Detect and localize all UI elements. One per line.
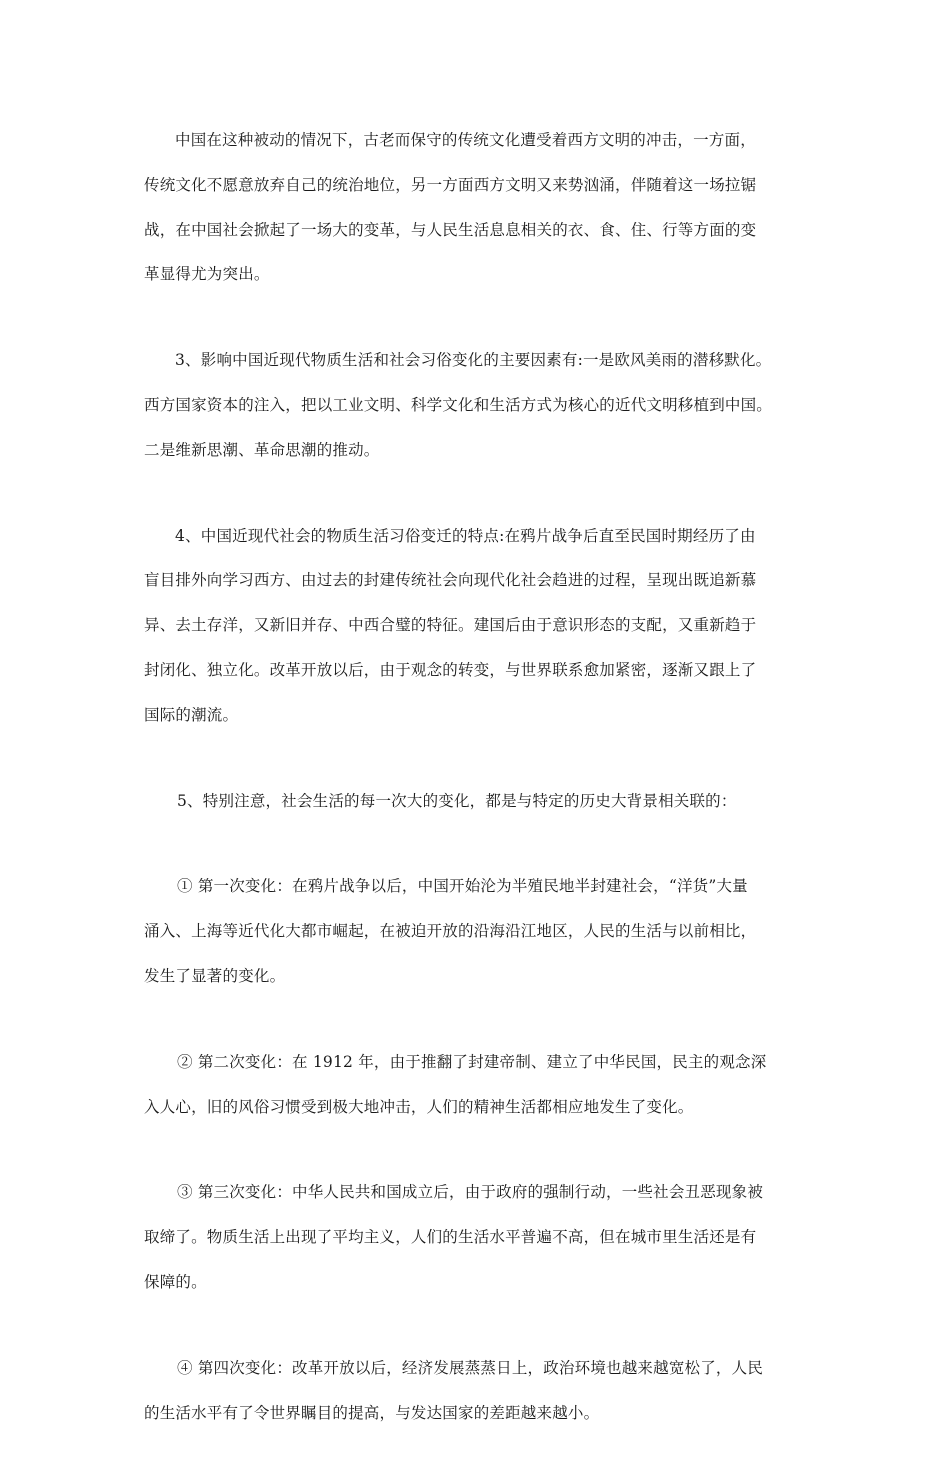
text-line: 中国在这种被动的情况下，古老而保守的传统文化遭受着西方文明的冲击，一方面， xyxy=(175,131,756,149)
paragraph-fourth-change xyxy=(144,1346,816,1436)
paragraph-third-change xyxy=(144,1170,816,1304)
paragraph-point-4-characteristics xyxy=(144,514,816,738)
text-line: 入人心，旧的风俗习惯受到极大地冲击，人们的精神生活都相应地发生了变化。 xyxy=(144,1097,694,1116)
text-line: 保障的。 xyxy=(144,1272,207,1291)
paragraph-point-3-factors xyxy=(144,338,816,472)
paragraph-first-change xyxy=(144,864,816,998)
text-line: 革显得尤为突出。 xyxy=(144,265,270,284)
text-line: 异、去土存洋，又新旧并存、中西合璧的特征。建国后由于意识形态的支配，又重新趋于 xyxy=(144,616,757,635)
text-line: 涌入、上海等近代化大都市崛起，在被迫开放的沿海沿江地区，人民的生活与以前相比， xyxy=(144,922,757,941)
text-line: 的生活水平有了令世界瞩目的提高，与发达国家的差距越来越小。 xyxy=(144,1403,600,1422)
text-line: 国际的潮流。 xyxy=(144,705,239,724)
text-line: 封闭化、独立化。改革开放以后，由于观念的转变，与世界联系愈加紧密，逐渐又跟上了 xyxy=(144,660,757,679)
text-line: ② 第二次变化：在 1912 年，由于推翻了封建帝制、建立了中华民国，民主的观念深 xyxy=(177,1052,767,1071)
text-line: 5、特别注意，社会生活的每一次大的变化，都是与特定的历史大背景相关联的： xyxy=(177,791,737,810)
text-line: 二是维新思潮、革命思潮的推动。 xyxy=(144,440,380,459)
text-line: 西方国家资本的注入，把以工业文明、科学文化和生活方式为核心的近代文明移植到中国。 xyxy=(144,395,773,414)
text-line: 发生了显著的变化。 xyxy=(144,966,286,985)
text-line: ③ 第三次变化：中华人民共和国成立后，由于政府的强制行动，一些社会丑恶现象被 xyxy=(177,1183,764,1202)
document-body xyxy=(144,118,816,1476)
text-line: 战，在中国社会掀起了一场大的变革，与人民生活息息相关的衣、食、住、行等方面的变 xyxy=(144,220,757,239)
text-line: ④ 第四次变化：改革开放以后，经济发展蒸蒸日上，政治环境也越来越宽松了，人民 xyxy=(177,1358,764,1377)
text-line: 4、中国近现代社会的物质生活习俗变迁的特点:在鸦片战争后直至民国时期经历了由 xyxy=(175,526,756,545)
paragraph-second-change xyxy=(144,1040,816,1130)
text-line: ① 第一次变化：在鸦片战争以后，中国开始沦为半殖民地半封建社会，“洋货”大量 xyxy=(177,877,748,896)
text-line: 盲目排外向学习西方、由过去的封建传统社会向现代化社会趋进的过程，呈现出既追新慕 xyxy=(144,571,757,590)
text-line: 3、影响中国近现代物质生活和社会习俗变化的主要因素有:一是欧风美雨的潜移默化。 xyxy=(175,351,772,370)
text-line: 传统文化不愿意放弃自己的统治地位，另一方面西方文明又来势汹涌，伴随着这一场拉锯 xyxy=(144,175,757,194)
paragraph-traditional-culture-impact xyxy=(144,118,816,297)
text-line: 取缔了。物质生活上出现了平均主义，人们的生活水平普遍不高，但在城市里生活还是有 xyxy=(144,1228,757,1247)
paragraph-point-5-note xyxy=(144,779,816,824)
